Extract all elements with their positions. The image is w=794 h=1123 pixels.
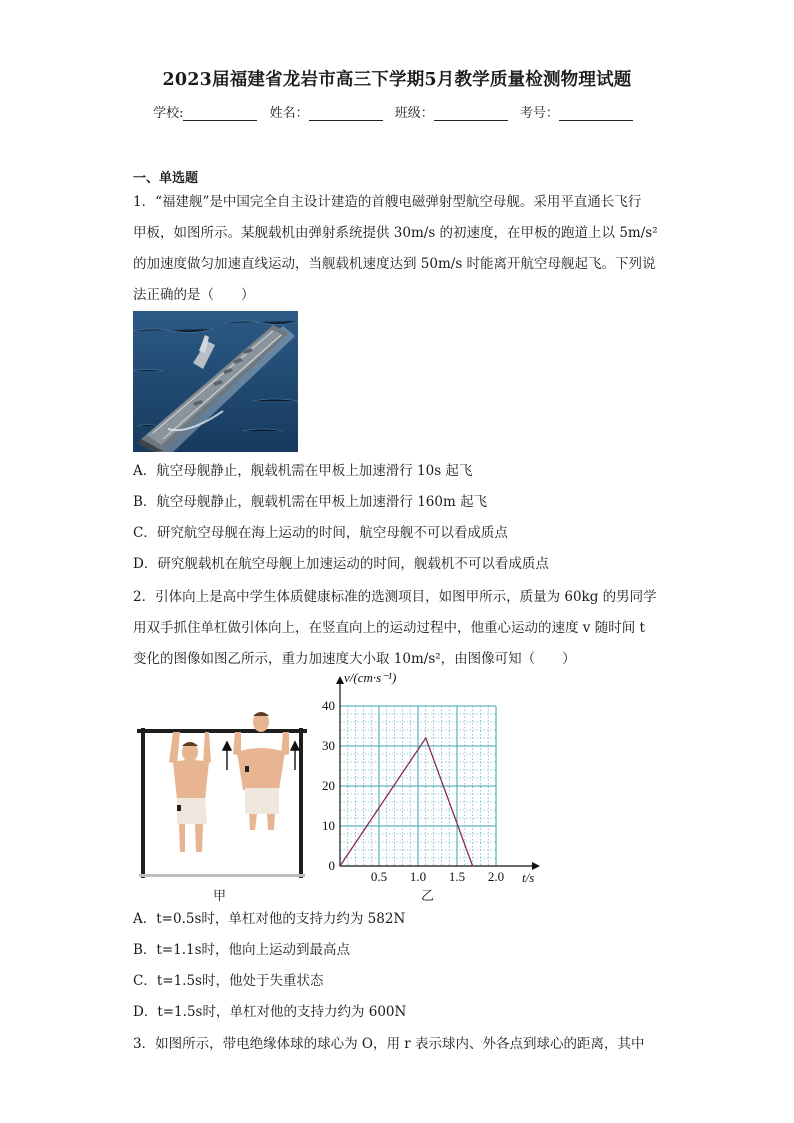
figure-caption-yi: 乙 — [421, 889, 435, 904]
q2-line: 变化的图像如图乙所示，重力加速度大小取 10m/s²，由图像可知（ ） — [133, 651, 576, 667]
name-label: 姓名： — [269, 106, 309, 121]
name-blank[interactable] — [309, 106, 383, 121]
q2-option-b[interactable]: B．t=1.1s时，他向上运动到最高点 — [133, 942, 351, 958]
q1-line: 甲板，如图所示。某舰载机由弹射系统提供 30m/s 的初速度，在甲板的跑道上以 5m/s² — [133, 225, 658, 241]
q2-option-d[interactable]: D．t=1.5s时，单杠对他的支持力约为 600N — [133, 1004, 407, 1020]
page-title: 2023届福建省龙岩市高三下学期5月教学质量检测物理试题 — [162, 70, 632, 90]
velocity-point — [339, 865, 341, 867]
question-2-stem — [133, 582, 663, 675]
question-1-stem — [133, 187, 663, 311]
q2-line: 2．引体向上是高中学生体质健康标准的选测项目，如图甲所示，质量为 60kg 的男同学 — [133, 589, 657, 605]
q1-option-b[interactable]: B．航空母舰静止，舰载机需在甲板上加速滑行 160m 起飞 — [133, 494, 488, 510]
y-axis-label: v/(cm·s⁻¹) — [344, 670, 397, 685]
x-tick-label: 0.5 — [370, 869, 388, 884]
class-label: 班级： — [394, 106, 434, 121]
x-axis-label: t/s — [522, 870, 535, 885]
q2-option-a[interactable]: A．t=0.5s时，单杠对他的支持力约为 582N — [133, 911, 406, 927]
aircraft-carrier-image — [133, 311, 298, 452]
y-tick-label: 0 — [328, 858, 335, 873]
pull-up-figure — [133, 702, 308, 882]
question-3-stem: 3．如图所示，带电绝缘体球的球心为 O，用 r 表示球内、外各点到球心的距离，其中 — [133, 1036, 645, 1052]
person-hanging — [169, 732, 211, 852]
number-blank[interactable] — [559, 106, 633, 121]
figure-caption-jia: 甲 — [213, 889, 227, 904]
q1-option-a[interactable]: A．航空母舰静止，舰载机需在甲板上加速滑行 10s 起飞 — [133, 463, 473, 479]
school-label: 学校: — [153, 106, 184, 121]
student-info-line — [0, 102, 794, 121]
y-axis-arrow-icon — [336, 676, 344, 684]
q1-option-c[interactable]: C．研究航空母舰在海上运动的时间，航空母舰不可以看成质点 — [133, 525, 508, 541]
q1-option-d[interactable]: D．研究舰载机在航空母舰上加速运动的时间，舰载机不可以看成质点 — [133, 556, 549, 572]
y-tick-label: 30 — [322, 738, 335, 753]
y-tick-label: 40 — [322, 698, 335, 713]
class-blank[interactable] — [434, 106, 508, 121]
y-tick-label: 10 — [322, 818, 335, 833]
x-tick-label: 1.0 — [409, 869, 427, 884]
velocity-point — [472, 865, 474, 867]
school-blank[interactable] — [183, 106, 257, 121]
section-heading: 一、单选题 — [133, 171, 199, 186]
x-axis-arrow-icon — [532, 862, 540, 870]
q1-line: 1．“福建舰”是中国完全自主设计建造的首艘电磁弹射型航空母舰。采用平直通长飞行 — [133, 194, 642, 210]
velocity-point — [425, 737, 427, 739]
x-tick-label: 2.0 — [487, 869, 505, 884]
q1-line: 法正确的是（ ） — [133, 287, 255, 303]
q2-line: 用双手抓住单杠做引体向上，在竖直向上的运动过程中，他重心运动的速度 v 随时间 t — [133, 620, 645, 636]
q2-option-c[interactable]: C．t=1.5s时，他处于失重状态 — [133, 973, 324, 989]
y-tick-label: 20 — [322, 778, 335, 793]
x-tick-label: 1.5 — [448, 869, 466, 884]
velocity-time-graph — [318, 668, 544, 886]
q1-line: 的加速度做匀加速直线运动，当舰载机速度达到 50m/s 时能离开航空母舰起飞。下列说 — [133, 256, 656, 272]
number-label: 考号： — [519, 106, 559, 121]
